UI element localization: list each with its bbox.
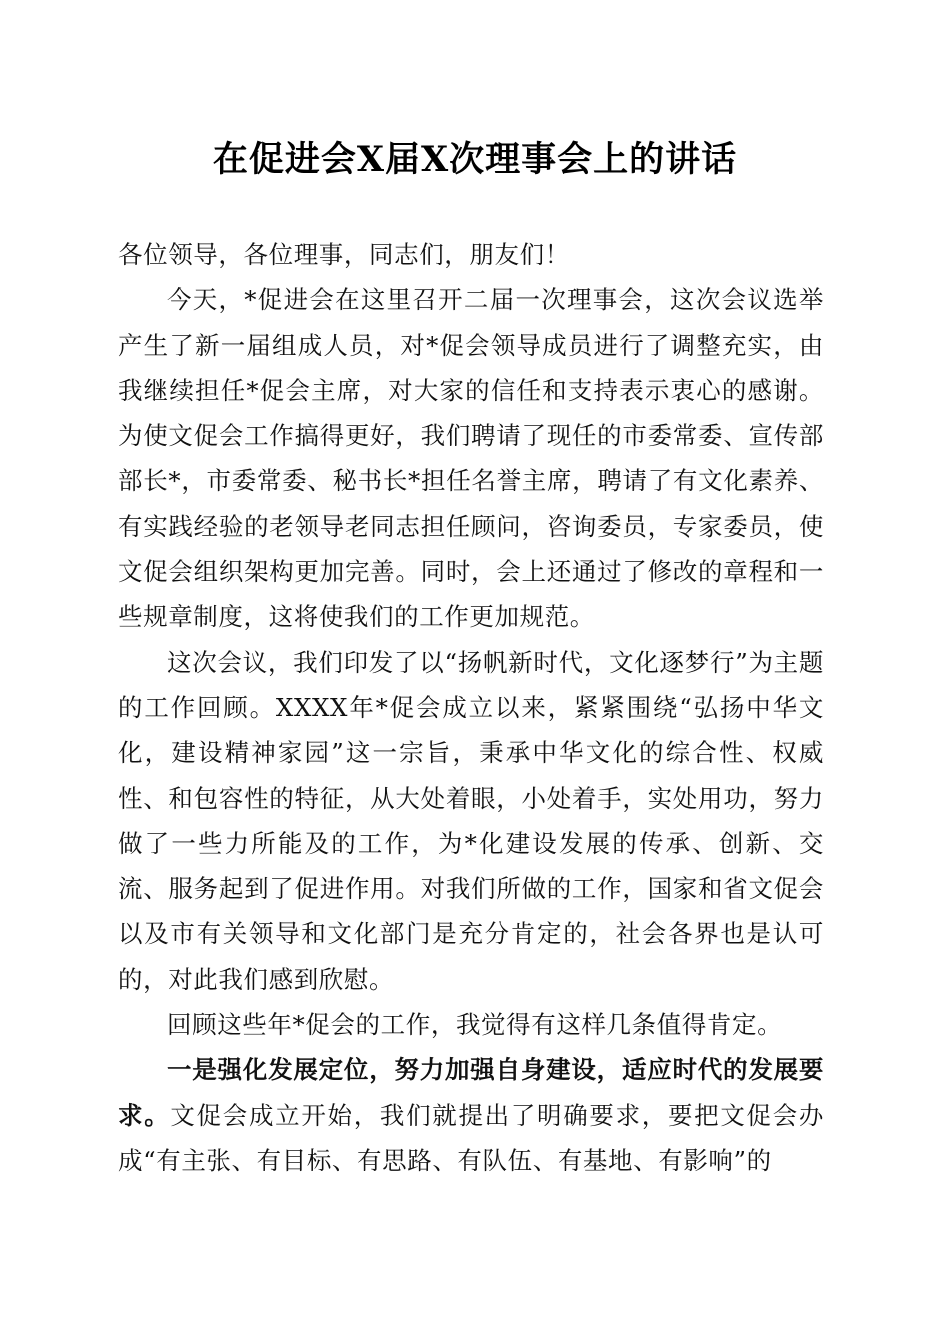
point-one-body: 文促会成立开始，我们就提出了明确要求，要把文促会办成“有主张、有目标、有思路、有队伍、有基地、有影响”的	[118, 1100, 825, 1175]
point-one-heading: 一是强化发展定位，努力加强自身建设，适应时代的发展要求。	[118, 1055, 824, 1130]
paragraph-opening: 今天，*促进会在这里召开二届一次理事会，这次会议选举产生了新一届组成人员，对*促会领导成员进行了调整充实，由我继续担任*促会主席，对大家的信任和支持表示衷心的感谢。为使文促会工作搞得更好，我们聘请了现任的市委常委、宣传部部长*，市委常委、秘书长*担任名誉主席，聘请了有文化素养、有实践经验的老领导老同志担任顾问，咨询委员，专家委员，使文促会组织架构更加完善。同时，会上还通过了修改的章程和一些规章制度，这将使我们的工作更加规范。	[118, 285, 824, 632]
salutation: 各位领导，各位理事，同志们，朋友们！	[118, 240, 570, 269]
paragraph-point-one	[118, 1047, 824, 1183]
document-title: 在促进会X届X次理事会上的讲话	[212, 139, 738, 180]
document-body	[118, 232, 824, 1183]
paragraph-review: 这次会议，我们印发了以“扬帆新时代，文化逐梦行”为主题的工作回顾。XXXX年*促会成立以来，紧紧围绕“弘扬中华文化，建设精神家园”这一宗旨，秉承中华文化的综合性、权威性、和包容性的特征，从大处着眼，小处着手，实处用功，努力做了一些力所能及的工作，为*化建设发展的传承、创新、交流、服务起到了促进作用。对我们所做的工作，国家和省文促会以及市有关领导和文化部门是充分肯定的，社会各界也是认可的，对此我们感到欣慰。	[118, 647, 824, 994]
paragraph-summary: 回顾这些年*促会的工作，我觉得有这样几条值得肯定。	[167, 1010, 783, 1040]
